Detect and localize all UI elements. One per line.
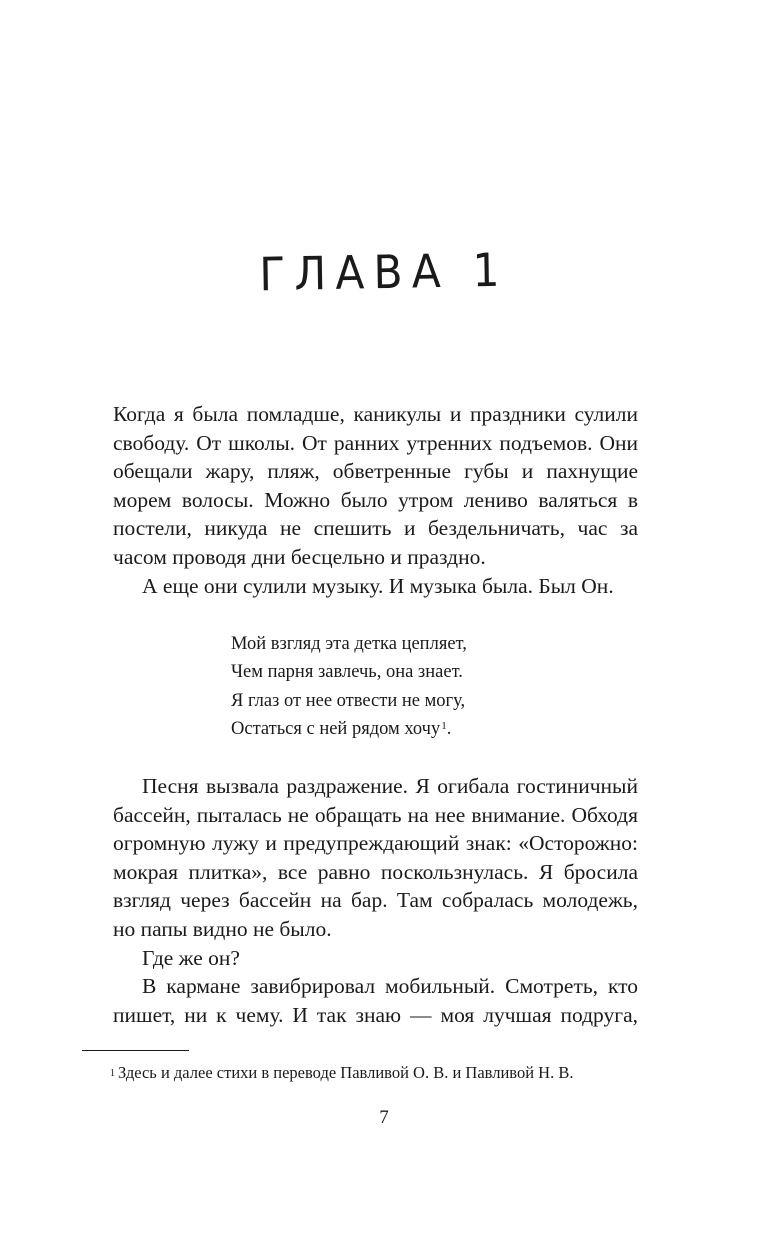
paragraph: А еще они сулили музыку. И музыка была. Был Он. bbox=[142, 573, 614, 598]
page-number: 7 bbox=[379, 1107, 389, 1128]
paragraph: Песня вызвала раздражение. Я огибала гостиничный бассейн, пыталась не обращать на нее внимание. Обходя огромную лужу и предупреждающий знак: «Осторожно: мокрая плитка», все равно поскользнулась. Я бросила взгляд через бассейн на бар. Там собралась молодежь, но папы видно не было. bbox=[113, 774, 638, 941]
paragraph: В кармане завибрировал мобильный. Смотреть, кто пишет, ни к чему. И так знаю — моя лучшая подруга, bbox=[113, 974, 638, 1027]
footnote-marker: 1 bbox=[110, 1068, 115, 1079]
paragraph: Когда я была помладше, каникулы и праздники сулили свободу. От школы. От ранних утренних подъемов. Они обещали жару, пляж, обветренные губы и пахнущие морем волосы. Можно было утром лениво валяться в постели, никуда не спешить и бездельничать, час за часом проводя дни бесцельно и праздно. bbox=[113, 402, 638, 569]
lyric-line: Я глаз от нее отвести не могу, bbox=[231, 690, 466, 711]
song-lyrics bbox=[231, 630, 467, 743]
lyric-line: Мой взгляд эта детка цепляет, bbox=[231, 634, 467, 654]
lyric-line-punct: . bbox=[446, 718, 452, 739]
lyric-line: Чем парня завлечь, она знает. bbox=[231, 662, 463, 683]
footnote-text: Здесь и далее стихи в переводе Павливой О. В. и Павливой Н. В. bbox=[118, 1063, 574, 1082]
paragraph: Где же он? bbox=[142, 945, 240, 970]
opening-text bbox=[113, 400, 638, 600]
footnote bbox=[110, 1061, 573, 1085]
footnote-divider bbox=[82, 1050, 189, 1051]
lyric-line bbox=[231, 715, 467, 743]
chapter-title: ГЛАВА 1 bbox=[258, 242, 510, 302]
continuation-text bbox=[113, 772, 638, 1029]
lyric-line-text: Остаться с ней рядом хочу bbox=[231, 718, 441, 739]
footnote-reference: 1 bbox=[441, 719, 447, 732]
